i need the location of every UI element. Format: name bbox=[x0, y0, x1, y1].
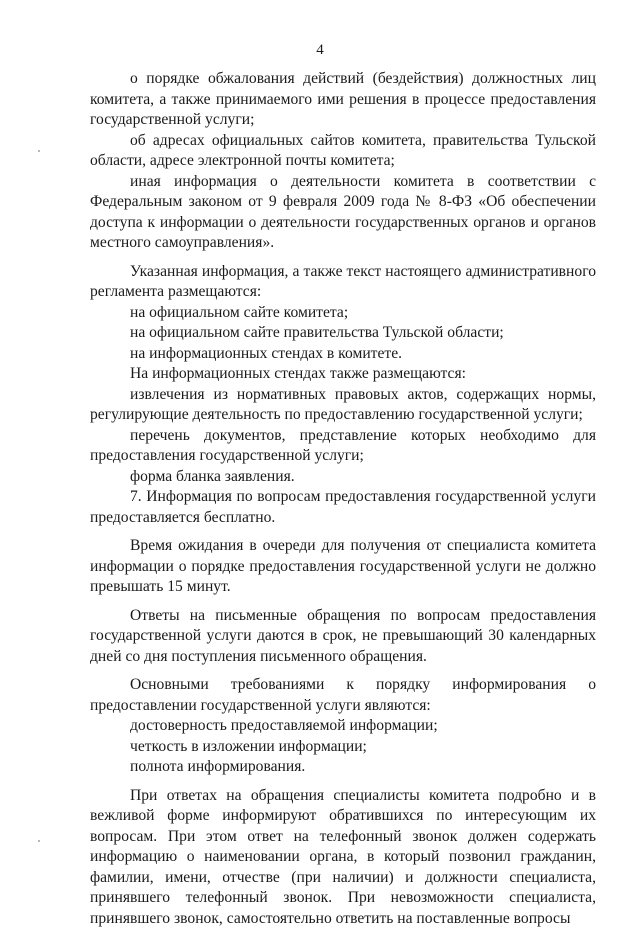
list-item-legal-extracts: извлечения из нормативных правовых актов, содержащих нормы, регулирующие деятельность по предоставлению государственной услуги; bbox=[90, 385, 596, 426]
document-body bbox=[90, 69, 596, 929]
list-item-clarity: четкость в изложении информации; bbox=[90, 737, 596, 758]
paragraph-appeal-procedure: о порядке обжалования действий (бездействия) должностных лиц комитета, а также принимаемого ими решения в процессе предоставления государственной услуги; bbox=[90, 69, 596, 131]
paragraph-written-replies: Ответы на письменные обращения по вопросам предоставления государственной услуги даются в срок, не превышающий 30 календарных дней со дня поступления письменного обращения. bbox=[90, 606, 596, 668]
list-item-reliability: достоверность предоставляемой информации; bbox=[90, 716, 596, 737]
paragraph-responses: При ответах на обращения специалисты комитета подробно и в вежливой форме информируют обратившихся по интересующим их вопросам. При этом ответ на телефонный звонок должен содержать информацию о наименовании органа, в который позвонил гражданин, фамилии, имени, отчестве (при наличии) и должности специалиста, принявшего телефонный звонок. При невозможности специалиста, принявшего звонок, самостоятельно ответить на поставленные вопросы bbox=[90, 786, 596, 929]
paragraph-other-info: иная информация о деятельности комитета в соответствии с Федеральным законом от 9 февраля 2009 года № 8-ФЗ «Об обеспечении доступа к информации о деятельности государственных органов и органов местного самоуправления». bbox=[90, 172, 596, 254]
paragraph-info-placement: Указанная информация, а также текст настоящего административного регламента размещаются: bbox=[90, 262, 596, 303]
list-item-completeness: полнота информирования. bbox=[90, 757, 596, 778]
paragraph-websites: об адресах официальных сайтов комитета, правительства Тульской области, адресе электронной почты комитета; bbox=[90, 131, 596, 172]
paragraph-section-7: 7. Информация по вопросам предоставления государственной услуги предоставляется бесплатно. bbox=[90, 487, 596, 528]
list-item-info-stands: на информационных стендах в комитете. bbox=[90, 344, 596, 365]
list-item-government-site: на официальном сайте правительства Тульской области; bbox=[90, 323, 596, 344]
paragraph-waiting-time: Время ожидания в очереди для получения от специалиста комитета информации о порядке предоставления государственной услуги не должно превышать 15 минут. bbox=[90, 536, 596, 598]
paragraph-requirements: Основными требованиями к порядку информирования о предоставлении государственной услуги являются: bbox=[90, 675, 596, 716]
page-number: 4 bbox=[0, 41, 640, 59]
list-item-documents-list: перечень документов, представление которых необходимо для предоставления государственной услуги; bbox=[90, 426, 596, 467]
list-item-application-form: форма бланка заявления. bbox=[90, 467, 596, 488]
scan-mark bbox=[38, 840, 40, 842]
list-item-committee-site: на официальном сайте комитета; bbox=[90, 303, 596, 324]
paragraph-stands-content: На информационных стендах также размещаются: bbox=[90, 364, 596, 385]
scan-mark bbox=[38, 150, 40, 152]
